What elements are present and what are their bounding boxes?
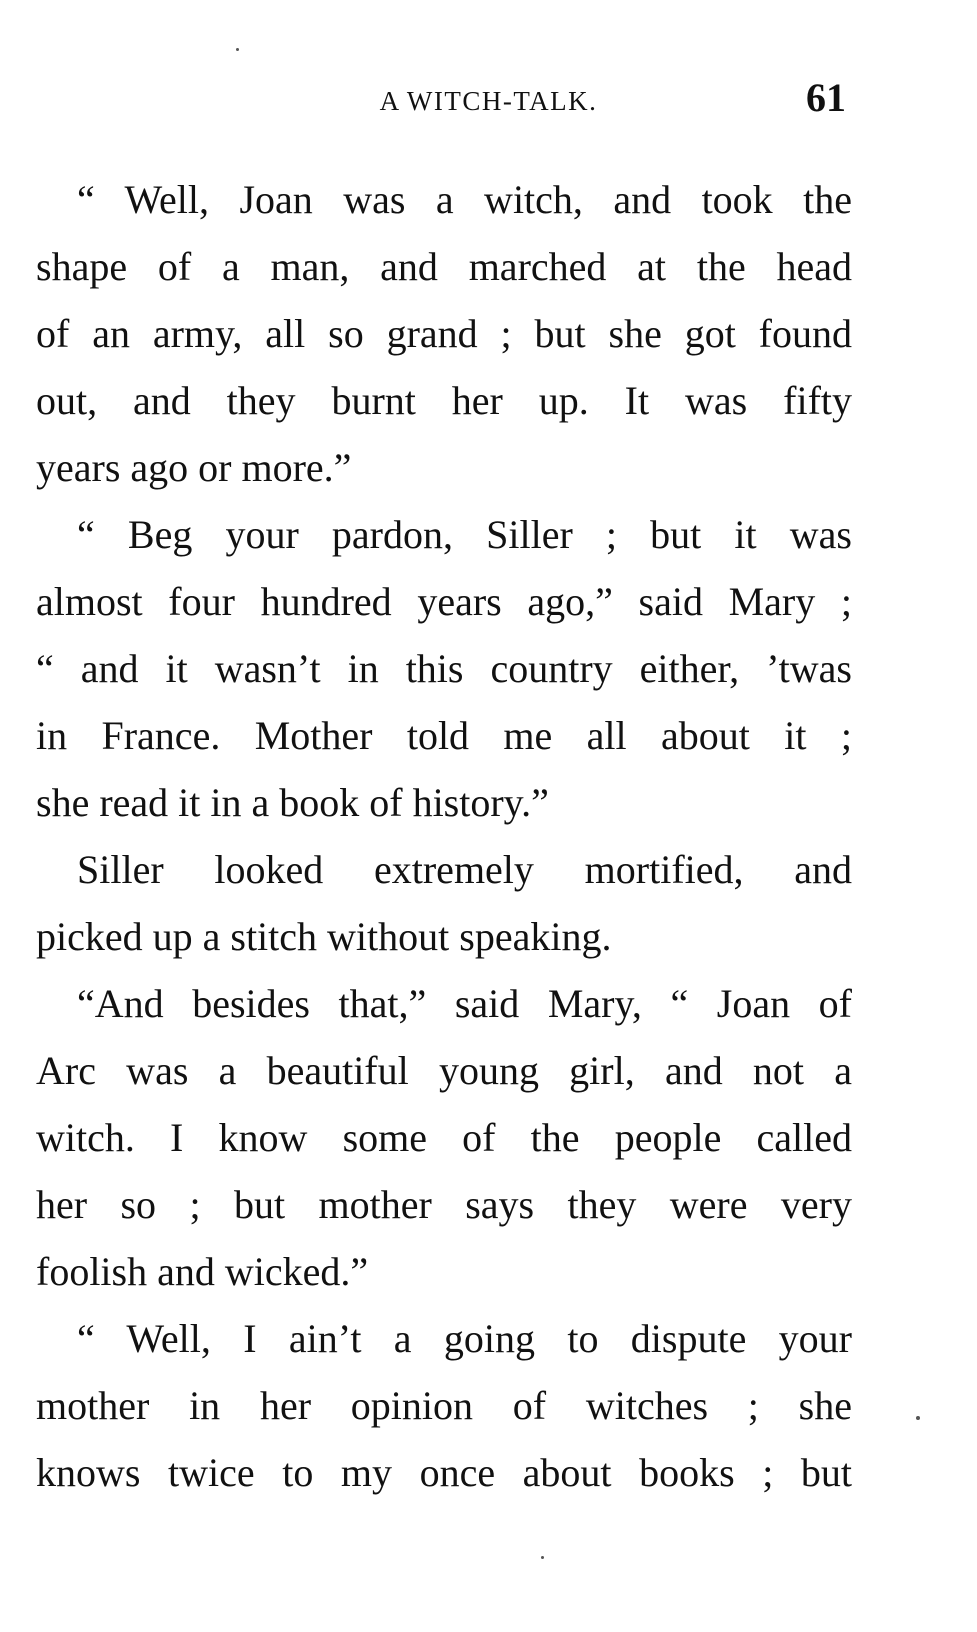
text-line: her so ; but mother says they were very bbox=[36, 1182, 852, 1227]
text-line: Siller looked extremely mortified, and bbox=[77, 847, 852, 892]
paper-speck bbox=[541, 1556, 544, 1559]
text-line: Arc was a beautiful young girl, and not a bbox=[36, 1048, 852, 1093]
page-header bbox=[0, 72, 977, 122]
text-line: she read it in a book of history.” bbox=[36, 780, 549, 825]
text-line: of an army, all so grand ; but she got found bbox=[36, 311, 852, 356]
text-line: almost four hundred years ago,” said Mary ; bbox=[36, 579, 852, 624]
paper-speck bbox=[236, 48, 239, 51]
paper-speck bbox=[916, 1416, 920, 1420]
text-line: in France. Mother told me all about it ; bbox=[36, 713, 852, 758]
text-line: years ago or more.” bbox=[36, 445, 352, 490]
text-line: “And besides that,” said Mary, “ Joan of bbox=[77, 981, 852, 1026]
body-text bbox=[36, 166, 852, 1506]
text-line: out, and they burnt her up. It was fifty bbox=[36, 378, 852, 423]
text-line: “ Beg your pardon, Siller ; but it was bbox=[77, 512, 852, 557]
text-line: “ Well, Joan was a witch, and took the bbox=[77, 177, 852, 222]
text-line: picked up a stitch without speaking. bbox=[36, 914, 612, 959]
text-line: witch. I know some of the people called bbox=[36, 1115, 852, 1160]
text-line: knows twice to my once about books ; but bbox=[36, 1450, 852, 1495]
text-line: mother in her opinion of witches ; she bbox=[36, 1383, 852, 1428]
text-line: “ Well, I ain’t a going to dispute your bbox=[77, 1316, 852, 1361]
text-line: “ and it wasn’t in this country either, ’twas bbox=[36, 646, 852, 691]
text-line: foolish and wicked.” bbox=[36, 1249, 369, 1294]
text-line: shape of a man, and marched at the head bbox=[36, 244, 852, 289]
running-title: A WITCH-TALK. bbox=[379, 86, 598, 116]
page-number: 61 bbox=[806, 75, 846, 120]
